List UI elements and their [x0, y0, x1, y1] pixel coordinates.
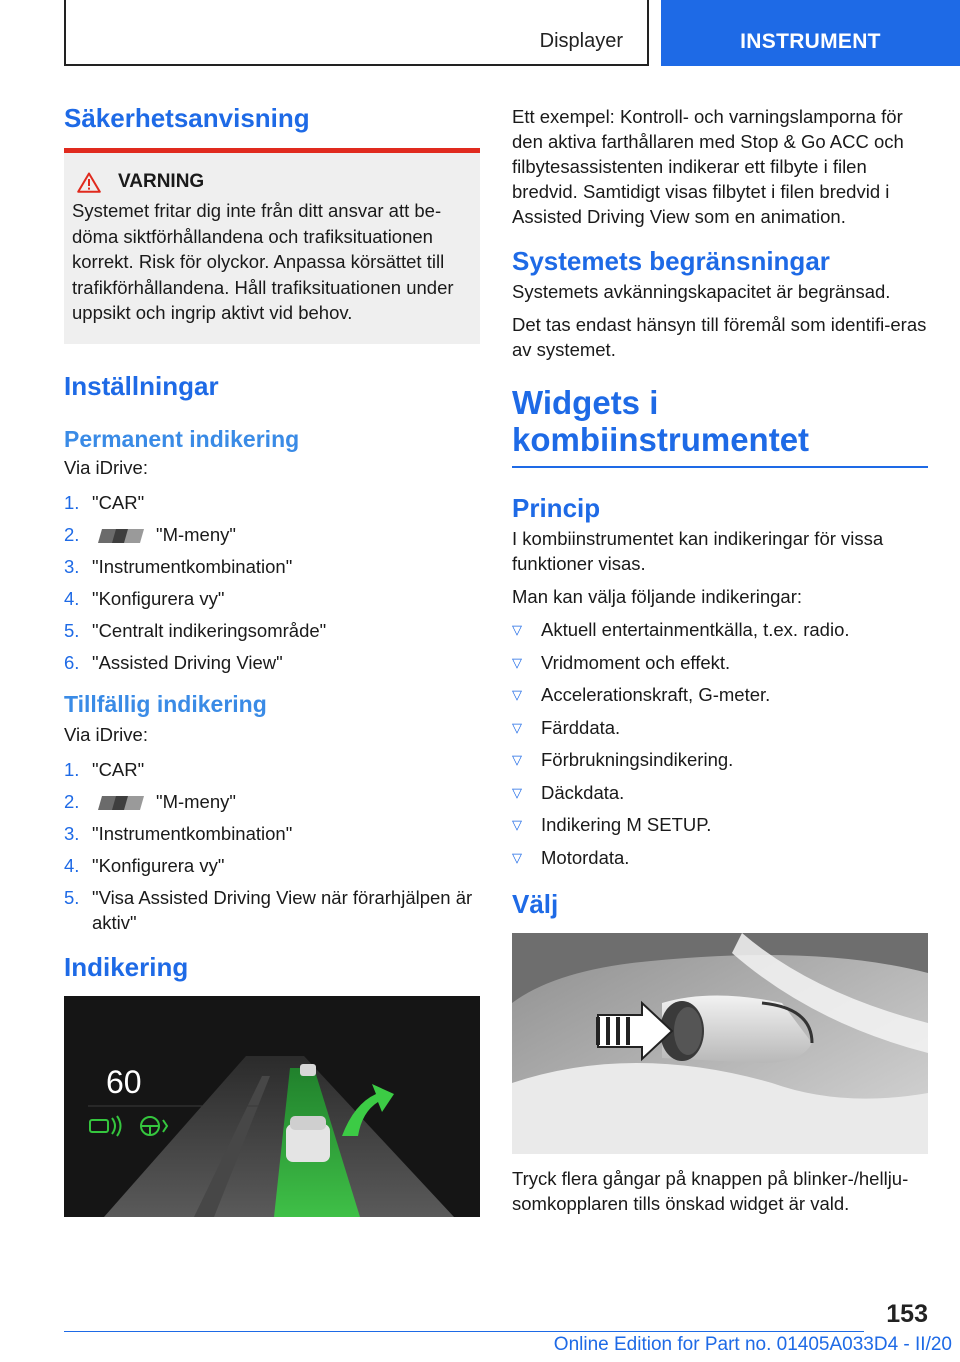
- list-item: [512, 780, 928, 805]
- footer-rule: [64, 1331, 864, 1332]
- list-item: [512, 650, 928, 675]
- list-item: [512, 682, 928, 707]
- step-item: [64, 554, 480, 579]
- widgets-rule: [512, 466, 928, 468]
- principle-text-2: Man kan välja följande indikeringar:: [512, 586, 803, 607]
- step-number: 3.: [64, 555, 80, 577]
- list-item-text: Accelerationskraft, G-meter.: [541, 684, 771, 705]
- principle-text-1: I kombiinstrumentet kan indikeringar för vissa funktioner visas.: [512, 528, 884, 574]
- bullet-triangle-icon: ▽: [512, 687, 522, 702]
- bullet-triangle-icon: ▽: [512, 719, 522, 735]
- step-item: [64, 522, 480, 547]
- bullet-triangle-icon: ▽: [512, 752, 522, 767]
- step-text: "CAR": [92, 758, 145, 780]
- warning-box: [64, 153, 480, 344]
- widget-options-list: [512, 617, 928, 870]
- select-heading: Välj: [512, 888, 559, 919]
- warning-title: [72, 171, 472, 193]
- left-column: [64, 102, 480, 1217]
- m-logo-icon: [94, 796, 148, 810]
- list-item: [512, 715, 928, 740]
- step-text: "Assisted Driving View": [92, 651, 283, 673]
- limits-text-1: Systemets avkänningskapacitet är begränsad.: [512, 281, 891, 302]
- header-frame: [64, 0, 649, 66]
- bullet-triangle-icon: ▽: [512, 817, 522, 832]
- step-number: 1.: [64, 758, 80, 780]
- assisted-driving-view-image: [64, 996, 480, 1217]
- permanent-intro: Via iDrive:: [64, 456, 148, 478]
- warning-text: Systemet fritar dig inte från ditt ansvar att be-döma siktförhållandena och trafiksituationen korrekt. Risk för olyckor. Anpassa körsättet till trafikförhållandena. Håll trafiksituationen under uppsikt och ingrip aktivt vid behov.: [72, 200, 454, 323]
- step-item: [64, 789, 480, 814]
- warning-label: VARNING: [118, 171, 205, 192]
- m-logo-icon: [94, 529, 148, 543]
- example-paragraph: Ett exempel: Kontroll- och varningslamporna för den aktiva farthållaren med Stop & Go ACC och filbytesassistenten indikerar ett filbyte i filen bredvid. Samtidigt visas filbytet i filen bredvid i Assisted Driving View som en animation.: [512, 106, 904, 227]
- right-column: [512, 104, 928, 1216]
- chapter-tab-label: INSTRUMENT: [740, 30, 881, 53]
- step-item: [64, 490, 480, 515]
- list-item-text: Aktuell entertainmentkälla, t.ex. radio.: [541, 619, 850, 640]
- list-item-text: Indikering M SETUP.: [541, 814, 712, 835]
- settings-heading: Inställningar: [64, 370, 219, 401]
- chapter-tab: [661, 0, 960, 66]
- step-item: [64, 650, 480, 675]
- permanent-steps: [64, 490, 480, 675]
- step-item: [64, 821, 480, 846]
- step-text: "Konfigurera vy": [92, 587, 225, 609]
- dash-speed: 60: [106, 1063, 142, 1100]
- bullet-triangle-icon: ▽: [512, 622, 522, 637]
- step-number: 4.: [64, 854, 80, 876]
- bullet-triangle-icon: ▽: [512, 849, 522, 865]
- temporary-steps: [64, 757, 480, 935]
- warning-triangle-icon: [72, 172, 106, 193]
- step-text: "Instrumentkombination": [92, 555, 293, 577]
- step-text: "M-meny": [92, 522, 236, 547]
- bullet-triangle-icon: ▽: [512, 784, 522, 800]
- list-item: [512, 812, 928, 837]
- temporary-heading: Tillfällig indikering: [64, 690, 267, 717]
- step-text: "Visa Assisted Driving View när förarhjälpen är aktiv": [92, 886, 473, 933]
- list-item: [512, 845, 928, 870]
- step-text: "Instrumentkombination": [92, 822, 293, 844]
- step-item: [64, 618, 480, 643]
- stalk-button-image: [512, 933, 928, 1154]
- safety-heading: Säkerhetsanvisning: [64, 103, 310, 133]
- page-number: 153: [886, 1300, 928, 1328]
- step-item: [64, 885, 480, 935]
- step-number: 1.: [64, 491, 80, 513]
- list-item-text: Färddata.: [541, 716, 621, 738]
- list-item-text: Motordata.: [541, 846, 630, 868]
- step-item: [64, 757, 480, 782]
- list-item-text: Förbrukningsindikering.: [541, 749, 734, 770]
- list-item-text: Vridmoment och effekt.: [541, 651, 731, 673]
- step-text: "M-meny": [92, 789, 236, 814]
- step-number: 5.: [64, 619, 80, 641]
- select-text: Tryck flera gångar på knappen på blinker-/hellju-somkopplaren tills önskad widget är vald.: [512, 1167, 909, 1214]
- temporary-intro: Via iDrive:: [64, 723, 148, 745]
- limits-text-2: Det tas endast hänsyn till föremål som identifi-eras av systemet.: [512, 314, 927, 360]
- step-number: 2.: [64, 523, 80, 545]
- step-text: "Konfigurera vy": [92, 854, 225, 876]
- step-number: 3.: [64, 822, 80, 844]
- step-number: 4.: [64, 587, 80, 609]
- widgets-heading: Widgets i kombiinstrumentet: [512, 384, 810, 458]
- step-text: "CAR": [92, 491, 145, 513]
- permanent-heading: Permanent indikering: [64, 425, 300, 452]
- bullet-triangle-icon: ▽: [512, 654, 522, 670]
- step-number: 2.: [64, 790, 80, 812]
- step-item: [64, 853, 480, 878]
- footer-edition: Online Edition for Part no. 01405A033D4 - II/20: [553, 1334, 952, 1355]
- list-item: [512, 747, 928, 772]
- principle-heading: Princip: [512, 493, 601, 523]
- section-title: Displayer: [539, 30, 623, 52]
- step-text: "Centralt indikeringsområde": [92, 619, 327, 641]
- display-heading: Indikering: [64, 951, 189, 982]
- step-number: 5.: [64, 886, 80, 908]
- list-item-text: Däckdata.: [541, 781, 625, 803]
- list-item: [512, 617, 928, 642]
- limits-heading: Systemets begränsningar: [512, 246, 830, 276]
- step-item: [64, 586, 480, 611]
- step-number: 6.: [64, 651, 80, 673]
